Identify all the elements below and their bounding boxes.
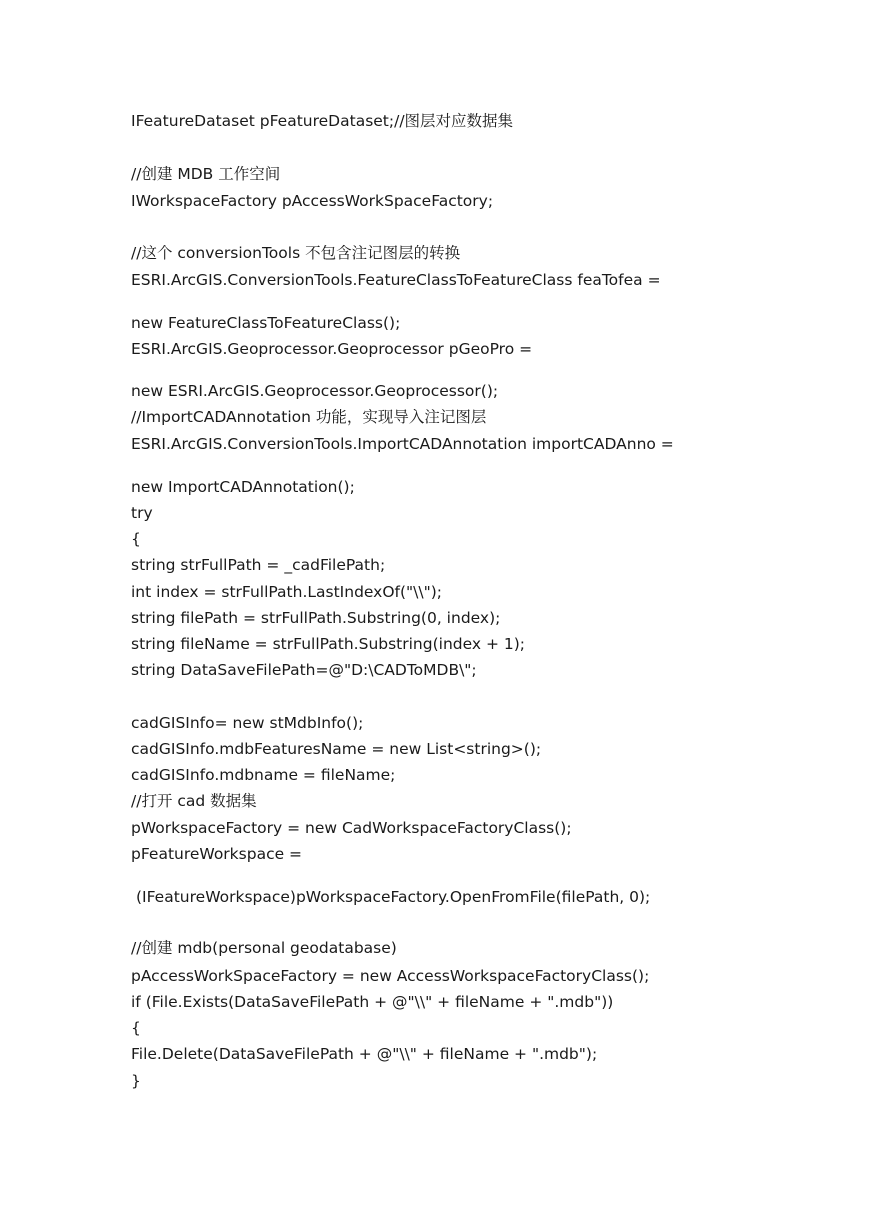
comment-line: //这个 conversionTools 不包含注记图层的转换 — [131, 244, 461, 262]
code-line: new ImportCADAnnotation(); — [131, 478, 355, 496]
code-line: string filePath = strFullPath.Substring(0, index); — [131, 609, 501, 627]
code-line: cadGISInfo.mdbname = fileName; — [131, 766, 396, 784]
code-line: IWorkspaceFactory pAccessWorkSpaceFactory; — [131, 192, 494, 210]
comment-line: //创建 mdb(personal geodatabase) — [131, 939, 397, 957]
code-line: IFeatureDataset pFeatureDataset;//图层对应数据集 — [131, 112, 514, 130]
code-line: string fileName = strFullPath.Substring(index + 1); — [131, 635, 526, 653]
code-line: pWorkspaceFactory = new CadWorkspaceFactoryClass(); — [131, 819, 572, 837]
code-line: { — [131, 1019, 141, 1037]
code-line: pAccessWorkSpaceFactory = new AccessWorkspaceFactoryClass(); — [131, 967, 650, 985]
code-line: } — [131, 1072, 141, 1090]
code-line: new FeatureClassToFeatureClass(); — [131, 314, 401, 332]
code-line: new ESRI.ArcGIS.Geoprocessor.Geoprocessor(); — [131, 382, 499, 400]
code-line: try — [131, 504, 153, 522]
code-line: if (File.Exists(DataSaveFilePath + @"\\" + fileName + ".mdb")) — [131, 993, 614, 1011]
code-line: cadGISInfo.mdbFeaturesName = new List<string>(); — [131, 740, 542, 758]
code-line: ESRI.ArcGIS.Geoprocessor.Geoprocessor pGeoPro = — [131, 340, 533, 358]
code-line: int index = strFullPath.LastIndexOf("\\"); — [131, 583, 443, 601]
code-line: string strFullPath = _cadFilePath; — [131, 556, 386, 574]
code-line: (IFeatureWorkspace)pWorkspaceFactory.OpenFromFile(filePath, 0); — [136, 888, 651, 906]
code-line: string DataSaveFilePath=@"D:\CADToMDB\"; — [131, 661, 477, 679]
code-line: ESRI.ArcGIS.ConversionTools.ImportCADAnnotation importCADAnno = — [131, 435, 674, 453]
code-line: cadGISInfo= new stMdbInfo(); — [131, 714, 364, 732]
code-line: { — [131, 530, 141, 548]
comment-line: //创建 MDB 工作空间 — [131, 165, 281, 183]
code-line: pFeatureWorkspace = — [131, 845, 303, 863]
comment-line: //打开 cad 数据集 — [131, 792, 257, 810]
comment-line: //ImportCADAnnotation 功能，实现导入注记图层 — [131, 408, 487, 426]
code-line: File.Delete(DataSaveFilePath + @"\\" + fileName + ".mdb"); — [131, 1045, 598, 1063]
code-line: ESRI.ArcGIS.ConversionTools.FeatureClassToFeatureClass feaTofea = — [131, 271, 661, 289]
